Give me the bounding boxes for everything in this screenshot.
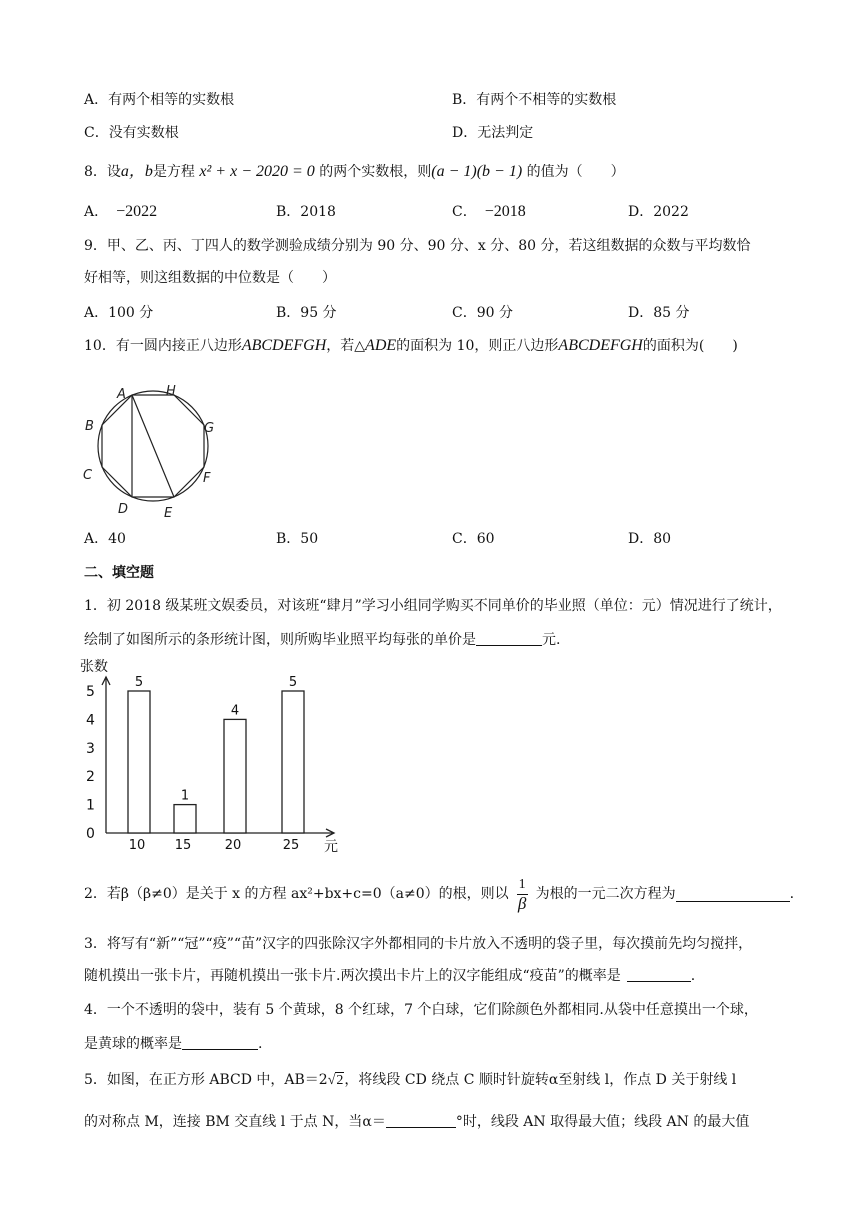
q8-suffix: 的值为（ ） [526, 164, 625, 180]
question-9-line1: 9．甲、乙、丙、丁四人的数学测验成绩分别为 90 分、90 分、x 分、80 分，若这组数据的众数与平均数恰 [84, 238, 751, 254]
q8-prefix: 8．设 [84, 164, 121, 180]
label-g: G [204, 421, 215, 436]
y-tick-label: 1 [86, 797, 95, 814]
q8-option-c: C． −2018 [452, 203, 526, 220]
q9-option-c: C．90 分 [452, 305, 513, 321]
y-tick-label: 0 [86, 826, 95, 842]
q8-option-d: D．2022 [628, 204, 689, 220]
q7-option-d: D．无法判定 [452, 125, 534, 141]
question-8-stem [84, 162, 625, 182]
label-f: F [203, 471, 211, 486]
y-tick-label: 4 [86, 712, 95, 729]
y-tick-label: 5 [86, 684, 95, 700]
q8-option-a: A． −2022 [84, 203, 158, 220]
x-tick-label: 15 [174, 838, 192, 853]
bar [282, 691, 304, 833]
q8-option-b: B．2018 [276, 204, 336, 220]
answer-blank-4[interactable] [182, 1035, 258, 1050]
label-e: E [164, 506, 173, 521]
section-title: 二、填空题 [84, 565, 154, 581]
bar [128, 691, 150, 833]
label-d: D [118, 502, 129, 517]
q10-option-d: D．80 [628, 531, 672, 547]
bar [174, 805, 196, 833]
bar-chart [76, 655, 346, 855]
x-tick-label: 10 [128, 838, 146, 853]
fill-4-line1: 4．一个不透明的袋中，装有 5 个黄球，8 个红球，7 个白球，它们除颜色外都相同.从袋中任意摸出一个球， [84, 1002, 758, 1018]
q10-option-b: B．50 [276, 531, 319, 547]
fill-2: 2．若β（β≠0）是关于 x 的方程 ax²+bx+c=0（a≠0）的根，则以 $\frac{1}{\beta}$ 为根的一元二次方程为 . [84, 876, 795, 913]
q7-option-c: C．没有实数根 [84, 125, 179, 141]
data-label: 1 [180, 788, 190, 804]
q8-equation: x² + x − 2020 = 0 [199, 163, 315, 180]
segment-ae [132, 395, 174, 497]
fill-1-line2: 绘制了如图所示的条形统计图，则所购毕业照平均每张的单价是 元. [84, 632, 561, 648]
fraction-1-over-beta: $\frac{1}{\beta}$ [517, 876, 527, 913]
sqrt-2: √2 [327, 1073, 344, 1088]
question-10-stem: 10．有一圆内接正八边形ABCDEFGH，若△ADE的面积为 10，则正八边形ABCDEFGH的面积为( ) [84, 337, 738, 354]
answer-blank-2[interactable] [676, 887, 790, 902]
x-tick-label: 20 [224, 838, 242, 853]
x-tick-label: 25 [282, 838, 300, 853]
fill-5-line1: 5．如图，在正方形 ABCD 中，AB＝2√2，将线段 CD 绕点 C 顺时针旋转α至射线 l，作点 D 关于射线 l [84, 1070, 736, 1091]
y-tick-label: 3 [86, 740, 95, 757]
answer-blank-3[interactable] [627, 967, 691, 982]
y-tick-label: 2 [86, 769, 95, 786]
fill-1-line1: 1．初 2018 级某班文娱委员，对该班“肆月”学习小组同学购买不同单价的毕业照（单位：元）情况进行了统计， [84, 598, 782, 614]
label-b: B [85, 419, 94, 434]
q8-expression: (a − 1)(b − 1) [431, 163, 523, 180]
q10-option-c: C．60 [452, 531, 495, 547]
q8-vars: a，b [120, 163, 153, 180]
fill-4-line2: 是黄球的概率是 . [84, 1036, 263, 1052]
data-label: 4 [230, 703, 240, 719]
bar [224, 719, 246, 833]
y-axis-label: 张数 [80, 659, 108, 675]
q9-option-a: A．100 分 [84, 305, 154, 321]
q7-option-a: A．有两个相等的实数根 [84, 92, 235, 108]
octagon-figure [78, 378, 228, 524]
q7-option-b: B．有两个不相等的实数根 [452, 92, 617, 108]
label-a: A [117, 387, 126, 402]
q8-mid2: 的两个实数根，则 [319, 164, 432, 180]
fill-3-line2: 随机摸出一张卡片，再随机摸出一张卡片.两次摸出卡片上的汉字能组成“疫苗”的概率是 . [84, 968, 696, 984]
q9-option-b: B．95 分 [276, 305, 337, 321]
x-axis-label: 元 [324, 839, 338, 855]
question-9-line2: 好相等，则这组数据的中位数是（ ） [84, 270, 336, 286]
data-label: 5 [288, 675, 298, 690]
q9-option-d: D．85 分 [628, 305, 690, 321]
fill-5-line2: 的对称点 M，连接 BM 交直线 l 于点 N，当α＝ °时，线段 AN 取得最大值；线段 AN 的最大值 [84, 1114, 750, 1130]
q10-option-a: A．40 [84, 531, 126, 547]
q8-mid: 是方程 [152, 164, 195, 180]
answer-blank-1[interactable] [476, 631, 542, 646]
data-label: 5 [134, 675, 144, 690]
label-c: C [83, 468, 93, 483]
answer-blank-5[interactable] [386, 1113, 456, 1128]
q10-triangle-name: ADE [365, 337, 397, 354]
q10-polygon-name: ABCDEFGH [241, 337, 327, 354]
label-h: H [166, 384, 176, 399]
fill-3-line1: 3．将写有“新”“冠”“疫”“苗”汉字的四张除汉字外都相同的卡片放入不透明的袋子里，每次摸前先均匀搅拌， [84, 936, 753, 952]
